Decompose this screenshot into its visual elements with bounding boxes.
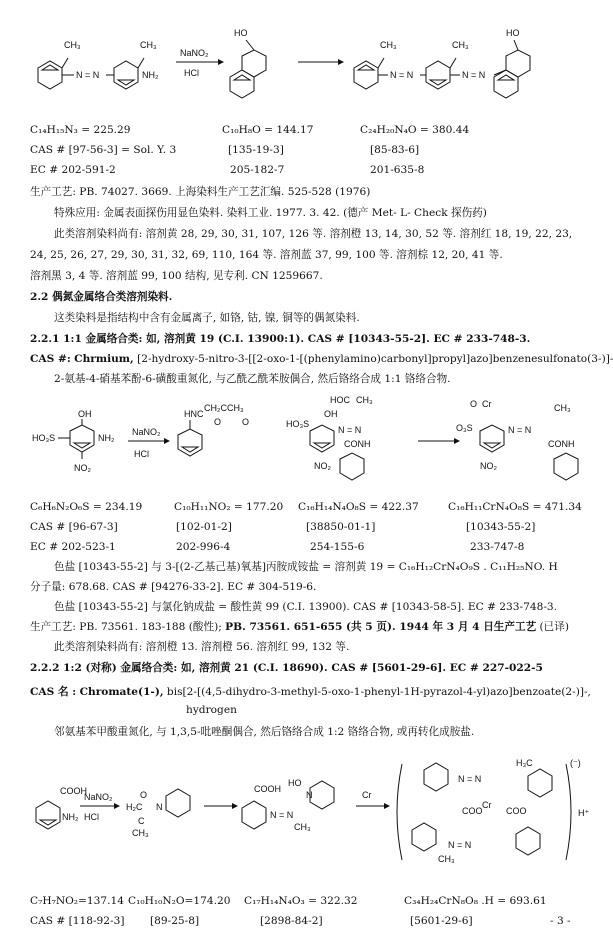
cas-name: Chrmium, bbox=[74, 353, 134, 365]
ch3-label: CH₃ bbox=[64, 40, 81, 50]
ch3-label: CH₃ bbox=[140, 40, 157, 50]
section-2-2-desc: 这类染料是指结构中含有金属离子, 如铬, 钴, 镍, 铜等的偶氮染料. bbox=[54, 312, 360, 324]
similar-dyes-line2: 24, 25, 26, 27, 29, 30, 31, 32, 69, 110, 164 等. 溶剂蓝 37, 99, 100 等. 溶剂棕 12, 20, 41 等. bbox=[30, 249, 503, 261]
nh2-label: NH₂ bbox=[62, 812, 79, 822]
charge-label: (⁻) bbox=[570, 758, 581, 768]
similar-dyes-line3: 溶剂黑 3, 4 等. 溶剂蓝 99, 100 结构, 见专利. CN 1259667. bbox=[30, 270, 323, 282]
ec-2: 205-182-7 bbox=[230, 164, 285, 176]
similar-dyes-line1: 此类溶剂染料尚有: 溶剂黄 28, 29, 30, 31, 107, 126 等. 溶剂橙 13, 14, 30, 52 等. 溶剂红 18, 19, 22, 23, bbox=[54, 228, 573, 240]
production-part-b: PB. 73561. 651-655 (共 5 页). 1944 年 3 月 4 日生产工艺 bbox=[225, 621, 537, 633]
h-plus-label: H⁺ bbox=[578, 808, 590, 818]
color-salt-line2: 分子量: 678.68. CAS # [94276-33-2]. EC # 304-519-6. bbox=[30, 581, 317, 593]
cr-label: Cr bbox=[482, 800, 492, 810]
cas-1: CAS # [97-56-3] = Sol. Y. 3 bbox=[30, 144, 177, 156]
mw-2: C₁₀H₁₀N₂O=174.20 bbox=[128, 895, 231, 907]
section-2-2-heading: 2.2 偶氮金属络合类溶剂染料. bbox=[30, 291, 173, 303]
reagent-nano2: NaNO₂ bbox=[180, 48, 209, 58]
oh-label: HO bbox=[234, 28, 248, 38]
ch3-label: CH₃ bbox=[554, 403, 571, 413]
ec-4: 233-747-8 bbox=[470, 541, 525, 553]
azo-label: N = N bbox=[390, 70, 414, 80]
ec-2: 202-996-4 bbox=[176, 541, 231, 553]
ch3-label: CH₃ bbox=[452, 40, 469, 50]
hnc-label: HNC bbox=[184, 409, 204, 419]
ho3s-label: HO₃S bbox=[32, 433, 56, 443]
h2c-label: H₂C bbox=[126, 802, 143, 812]
ec-3: 201-635-8 bbox=[370, 164, 425, 176]
ch2cch3-label: CH₂CCH₃ bbox=[204, 403, 244, 413]
n-label: N bbox=[156, 802, 163, 812]
cr-label: Cr bbox=[482, 399, 492, 409]
reagent-nano2: NaNO₂ bbox=[132, 427, 161, 437]
cas-name-line bbox=[30, 353, 613, 366]
cas-name-rest: [2-hydroxy-5-nitro-3-[[2-oxo-1-[(phenylamino)carbonyl]propyl]azo]benzenesulfonato(3-)]- bbox=[137, 353, 613, 365]
special-use: 特殊应用: 金属表面探伤用显色染料. 染料工业. 1977. 3. 42. (德产 Met- L- Check 探伤药) bbox=[54, 207, 487, 219]
mw-2: C₁₀H₈O = 144.17 bbox=[222, 124, 314, 136]
scheme-2-reaction bbox=[18, 395, 588, 495]
reagent-hcl: HCl bbox=[134, 449, 149, 459]
oh-label: HO bbox=[506, 28, 520, 38]
mw-1: C₁₄H₁₅N₃ = 225.29 bbox=[30, 124, 131, 136]
o-label: O bbox=[470, 399, 478, 409]
conh-label: CONH bbox=[548, 439, 575, 449]
production-ref: 生产工艺: PB. 74027. 3669. 上海染料生产工艺汇编. 525-528 (1976) bbox=[30, 186, 371, 198]
no2-label: NO₂ bbox=[314, 461, 331, 471]
cas-4: [5601-29-6] bbox=[410, 915, 473, 927]
reagent-hcl: HCl bbox=[84, 812, 99, 822]
azo-label: N = N bbox=[338, 425, 362, 435]
conh-label: CONH bbox=[344, 439, 371, 449]
mw-3: C₂₄H₂₀N₄O = 380.44 bbox=[360, 124, 470, 136]
coo-label: COO bbox=[506, 806, 527, 816]
mw-4: C₁₆H₁₁CrN₄O₈S = 471.34 bbox=[448, 501, 582, 513]
cas-label: CAS 名 : bbox=[30, 686, 77, 698]
cas-name-rest: bis[2-[(4,5-dihydro-3-methyl-5-oxo-1-phenyl-1H-pyrazol-4-yl)azo]benzoate(2-)]-, bbox=[166, 686, 591, 698]
ec-3: 254-155-6 bbox=[310, 541, 365, 553]
section-2-2-2-desc: 邻氨基苯甲酸重氮化, 与 1,3,5-吡唑酮偶合, 然后铬络合成 1:2 铬络合物, 或再转化成胺盐. bbox=[54, 726, 475, 738]
o-label: O bbox=[140, 790, 148, 800]
cas-3: [2898-84-2] bbox=[260, 915, 323, 927]
cas-name-cont: hydrogen bbox=[186, 704, 237, 716]
cas-2: [102-01-2] bbox=[176, 521, 232, 533]
o-label: O bbox=[242, 417, 250, 427]
cas-4: [10343-55-2] bbox=[466, 521, 536, 533]
ec-1: EC # 202-523-1 bbox=[30, 541, 116, 553]
ch3-label: CH₃ bbox=[438, 854, 455, 864]
section-2-2-1-heading: 2.2.1 1:1 金属络合类: 如, 溶剂黄 19 (C.I. 13900:1). CAS # [10343-55-2]. EC # 233-748-3. bbox=[30, 333, 531, 345]
c-label: C bbox=[138, 816, 145, 826]
azo-label: N = N bbox=[270, 810, 294, 820]
hoc-label: HOC bbox=[330, 395, 350, 405]
azo-label: N = N bbox=[76, 70, 100, 80]
cas-name: Chromate(1-), bbox=[79, 686, 164, 698]
color-salt-line1: 色盐 [10343-55-2] 与 3-[(2-乙基己基)氧基]丙胺成铵盐 = 溶剂黄 19 = C₁₆H₁₂CrN₄O₉S . C₁₁H₂₅NO. H bbox=[54, 561, 558, 573]
azo-label: N = N bbox=[508, 425, 532, 435]
production-line bbox=[30, 621, 569, 634]
ho3s-label: HO₃S bbox=[286, 419, 310, 429]
ch3-label: CH₃ bbox=[294, 822, 311, 832]
no2-label: NO₂ bbox=[480, 461, 497, 471]
oh-label: OH bbox=[78, 409, 92, 419]
ch3-label: H₃C bbox=[516, 758, 533, 768]
cas-3: [85-83-6] bbox=[370, 144, 420, 156]
cas-2: [89-25-8] bbox=[150, 915, 200, 927]
ch3-label: CH₃ bbox=[380, 40, 397, 50]
mw-4: C₃₄H₂₄CrN₈O₈ .H = 693.61 bbox=[404, 895, 547, 907]
mw-3: C₁₆H₁₄N₄O₈S = 422.37 bbox=[298, 501, 419, 513]
no2-label: NO₂ bbox=[74, 463, 91, 473]
cooh-label: COOH bbox=[60, 786, 87, 796]
scheme-3-reaction bbox=[18, 752, 588, 872]
color-salt-line3: 色盐 [10343-55-2] 与氯化钠成盐 = 酸性黄 99 (C.I. 13900). CAS # [10343-58-5]. EC # 233-748-3. bbox=[54, 601, 558, 613]
ec-1: EC # 202-591-2 bbox=[30, 164, 116, 176]
azo-label: N = N bbox=[448, 840, 472, 850]
cas-label: CAS #: bbox=[30, 353, 71, 365]
cooh-label: COOH bbox=[254, 784, 281, 794]
oh-label: OH bbox=[324, 409, 338, 419]
nh2-label: NH₂ bbox=[142, 70, 159, 80]
similar-dyes-2: 此类溶剂染料尚有: 溶剂橙 13. 溶剂橙 56. 溶剂红 99, 132 等. bbox=[54, 641, 350, 653]
cr-label: Cr bbox=[362, 790, 372, 800]
page-number: - 3 - bbox=[550, 915, 571, 927]
o3s-label: O₃S bbox=[456, 423, 473, 433]
production-part-a: 生产工艺: PB. 73561. 183-188 (酸性); bbox=[30, 621, 226, 633]
ho-label: HO bbox=[288, 778, 302, 788]
ch3-label: CH₃ bbox=[356, 395, 373, 405]
section-2-2-1-desc: 2-氨基-4-硝基苯酚-6-磺酸重氮化, 与乙酰乙酰苯胺偶合, 然后铬络合成 1:1 铬络合物. bbox=[54, 373, 451, 385]
n-label: N bbox=[306, 790, 313, 800]
reagent-hcl: HCl bbox=[184, 68, 199, 78]
coo-label: COO bbox=[462, 806, 483, 816]
cas-name-line-2 bbox=[30, 686, 591, 699]
reagent-nano2: NaNO₂ bbox=[84, 792, 113, 802]
production-part-c: (已译) bbox=[536, 621, 569, 633]
mw-2: C₁₀H₁₁NO₂ = 177.20 bbox=[174, 501, 284, 513]
nh2-label: NH₂ bbox=[98, 433, 115, 443]
mw-3: C₁₇H₁₄N₄O₃ = 322.32 bbox=[244, 895, 358, 907]
azo-label: N = N bbox=[462, 70, 486, 80]
cas-3: [38850-01-1] bbox=[306, 521, 376, 533]
cas-1: CAS # [118-92-3] bbox=[30, 915, 125, 927]
scheme-1-reaction bbox=[18, 20, 588, 120]
mw-1: C₆H₆N₂O₆S = 234.19 bbox=[30, 501, 143, 513]
cas-1: CAS # [96-67-3] bbox=[30, 521, 118, 533]
azo-label: N = N bbox=[458, 774, 482, 784]
o-label: O bbox=[214, 417, 222, 427]
mw-1: C₇H₇NO₂=137.14 bbox=[30, 895, 124, 907]
cas-2: [135-19-3] bbox=[228, 144, 284, 156]
section-2-2-2-heading: 2.2.2 1:2 (对称) 金属络合类: 如, 溶剂黄 21 (C.I. 18690). CAS # [5601-29-6]. EC # 227-022-5 bbox=[30, 662, 543, 674]
ch3-label: CH₃ bbox=[132, 828, 149, 838]
